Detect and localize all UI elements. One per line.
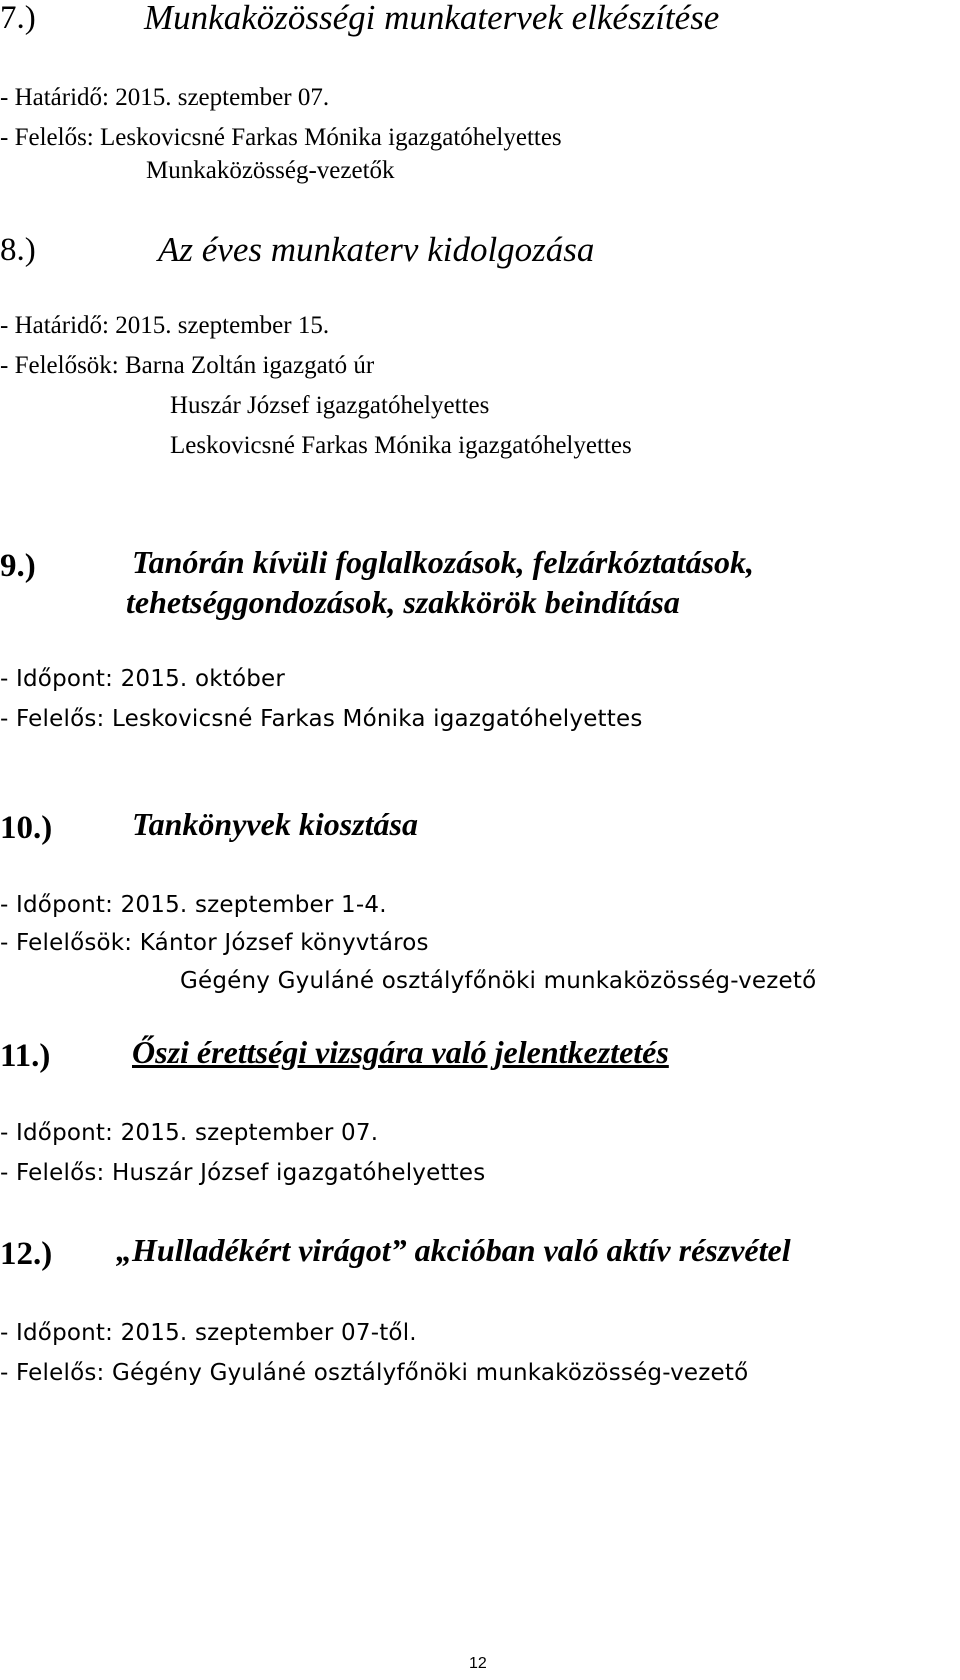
section-8-title: Az éves munkaterv kidolgozása (158, 230, 595, 269)
section-10-responsible: - Felelősök: Kántor József könyvtáros (0, 930, 429, 956)
section-10-responsible-cont: Gégény Gyuláné osztályfőnöki munkaközösség-vezető (180, 968, 817, 994)
section-12-date: - Időpont: 2015. szeptember 07-től. (0, 1320, 417, 1346)
section-8-number: 8.) (0, 232, 36, 268)
section-9-date: - Időpont: 2015. október (0, 666, 286, 692)
section-9-responsible: - Felelős: Leskovicsné Farkas Mónika igazgatóhelyettes (0, 706, 643, 732)
section-8-responsible: - Felelősök: Barna Zoltán igazgató úr (0, 352, 375, 379)
section-9-number: 9.) (0, 548, 36, 584)
section-9-title-line2: tehetséggondozások, szakkörök beindítása (126, 584, 680, 620)
section-11-number: 11.) (0, 1038, 51, 1074)
section-12-responsible: - Felelős: Gégény Gyuláné osztályfőnöki munkaközösség-vezető (0, 1360, 749, 1386)
section-11-title: Őszi érettségi vizsgára való jelentkeztetés (132, 1034, 669, 1070)
section-7-deadline: - Határidő: 2015. szeptember 07. (0, 84, 330, 111)
section-11-responsible: - Felelős: Huszár József igazgatóhelyettes (0, 1160, 486, 1186)
section-10-title: Tankönyvek kiosztása (132, 806, 418, 842)
section-10-number: 10.) (0, 810, 53, 846)
section-8-deadline: - Határidő: 2015. szeptember 15. (0, 312, 330, 339)
section-7-responsible-cont: Munkaközösség-vezetők (146, 157, 395, 184)
section-7-number: 7.) (0, 0, 36, 36)
section-12-title: „Hulladékért virágot” akcióban való aktív részvétel (116, 1232, 791, 1268)
section-11-date: - Időpont: 2015. szeptember 07. (0, 1120, 379, 1146)
section-8-responsible-cont-1: Huszár József igazgatóhelyettes (170, 392, 490, 419)
section-7-responsible: - Felelős: Leskovicsné Farkas Mónika igazgatóhelyettes (0, 124, 562, 151)
section-7-title: Munkaközösségi munkatervek elkészítése (144, 0, 720, 37)
section-12-number: 12.) (0, 1236, 53, 1272)
section-10-date: - Időpont: 2015. szeptember 1-4. (0, 892, 387, 918)
page-number: 12 (469, 1655, 487, 1672)
section-8-responsible-cont-2: Leskovicsné Farkas Mónika igazgatóhelyettes (170, 432, 632, 459)
section-9-title-line1: Tanórán kívüli foglalkozások, felzárkóztatások, (132, 544, 755, 580)
